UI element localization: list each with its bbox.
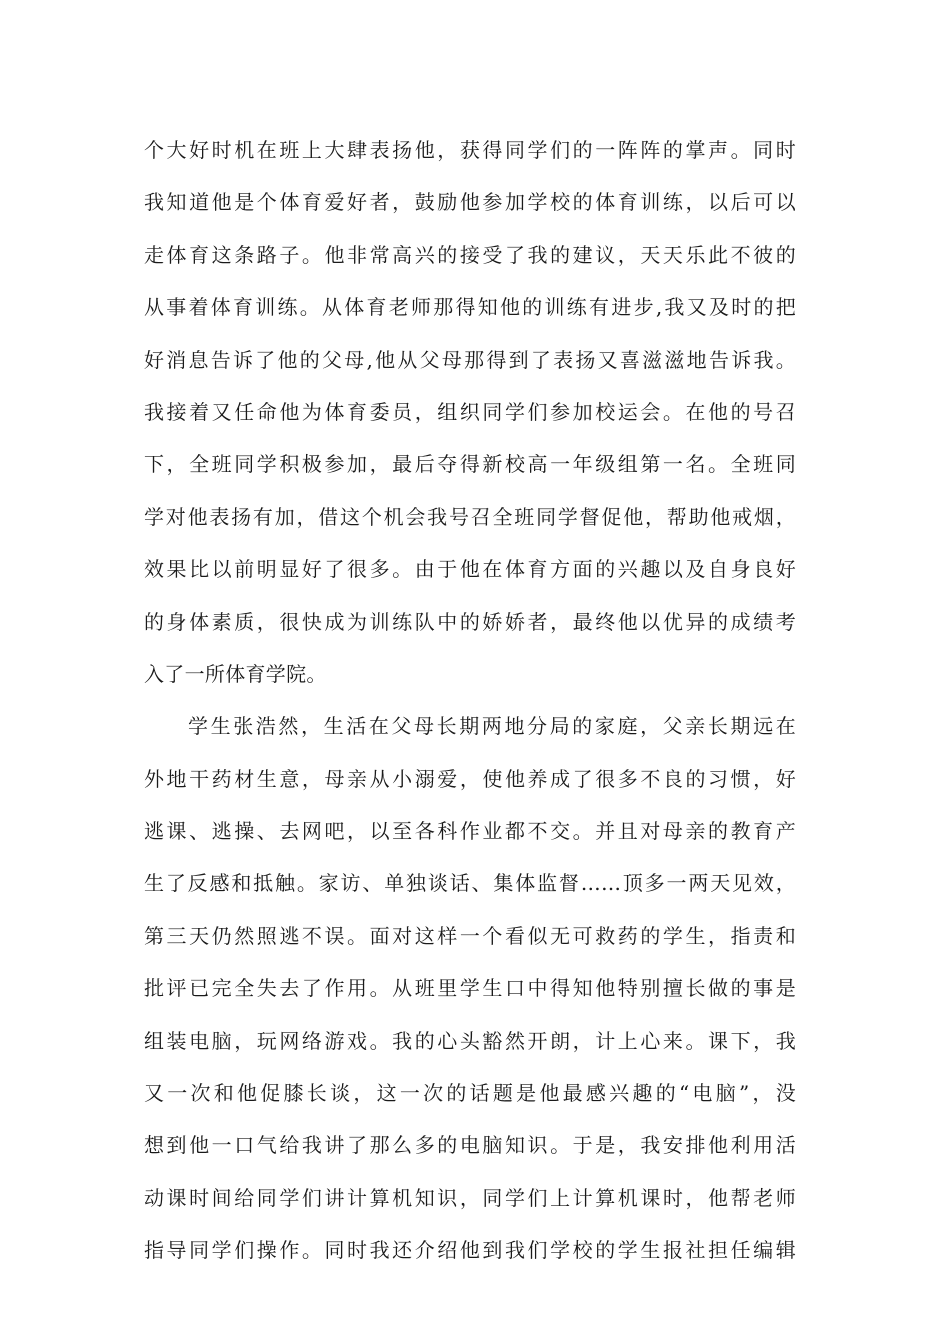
paragraph-1-line: 好消息告诉了他的父母,他从父母那得到了表扬又喜滋滋地告诉我。 <box>144 347 796 372</box>
paragraph-1-line: 效果比以前明显好了很多。由于他在体育方面的兴趣以及自身良好 <box>144 557 796 582</box>
paragraph-1-line: 入了一所体育学院。 <box>144 661 327 686</box>
paragraph-2-line: 指导同学们操作。同时我还介绍他到我们学校的学生报社担任编辑 <box>144 1238 796 1263</box>
paragraph-1-line: 学对他表扬有加，借这个机会我号召全班同学督促他，帮助他戒烟， <box>144 504 796 529</box>
paragraph-1-line: 走体育这条路子。他非常高兴的接受了我的建议，天天乐此不彼的 <box>144 242 796 267</box>
paragraph-1-line: 从事着体育训练。从体育老师那得知他的训练有进步,我又及时的把 <box>144 295 796 320</box>
paragraph-2-line: 批评已完全失去了作用。从班里学生口中得知他特别擅长做的事是 <box>144 976 796 1001</box>
paragraph-2-line: 想到他一口气给我讲了那么多的电脑知识。于是，我安排他利用活 <box>144 1133 796 1158</box>
paragraph-1-line: 个大好时机在班上大肆表扬他，获得同学们的一阵阵的掌声。同时 <box>144 138 796 162</box>
paragraph-2-line: 又一次和他促膝长谈，这一次的话题是他最感兴趣的“电脑”，没 <box>144 1081 796 1106</box>
paragraph-2-line: 外地干药材生意，母亲从小溺爱，使他养成了很多不良的习惯，好 <box>144 766 796 791</box>
paragraph-2-line: 第三天仍然照逃不误。面对这样一个看似无可救药的学生，指责和 <box>144 923 796 948</box>
paragraph-2-line: 生了反感和抵触。家访、单独谈话、集体监督……顶多一两天见效， <box>144 871 796 896</box>
paragraph-2-line: 学生张浩然，生活在父母长期两地分局的家庭，父亲长期远在 <box>188 714 796 739</box>
paragraph-2-line: 动课时间给同学们讲计算机知识，同学们上计算机课时，他帮老师 <box>144 1185 796 1210</box>
paragraph-1-line: 的身体素质，很快成为训练队中的娇娇者，最终他以优异的成绩考 <box>144 609 796 634</box>
paragraph-1-line: 我接着又任命他为体育委员，组织同学们参加校运会。在他的号召 <box>144 399 796 424</box>
paragraph-1-line: 下，全班同学积极参加，最后夺得新校高一年级组第一名。全班同 <box>144 452 796 477</box>
paragraph-2-line: 组装电脑，玩网络游戏。我的心头豁然开朗，计上心来。课下，我 <box>144 1028 796 1053</box>
paragraph-2-line: 逃课、逃操、去网吧，以至各科作业都不交。并且对母亲的教育产 <box>144 819 796 844</box>
body-text <box>144 124 796 1277</box>
paragraph-1-line: 我知道他是个体育爱好者，鼓励他参加学校的体育训练，以后可以 <box>144 190 796 215</box>
